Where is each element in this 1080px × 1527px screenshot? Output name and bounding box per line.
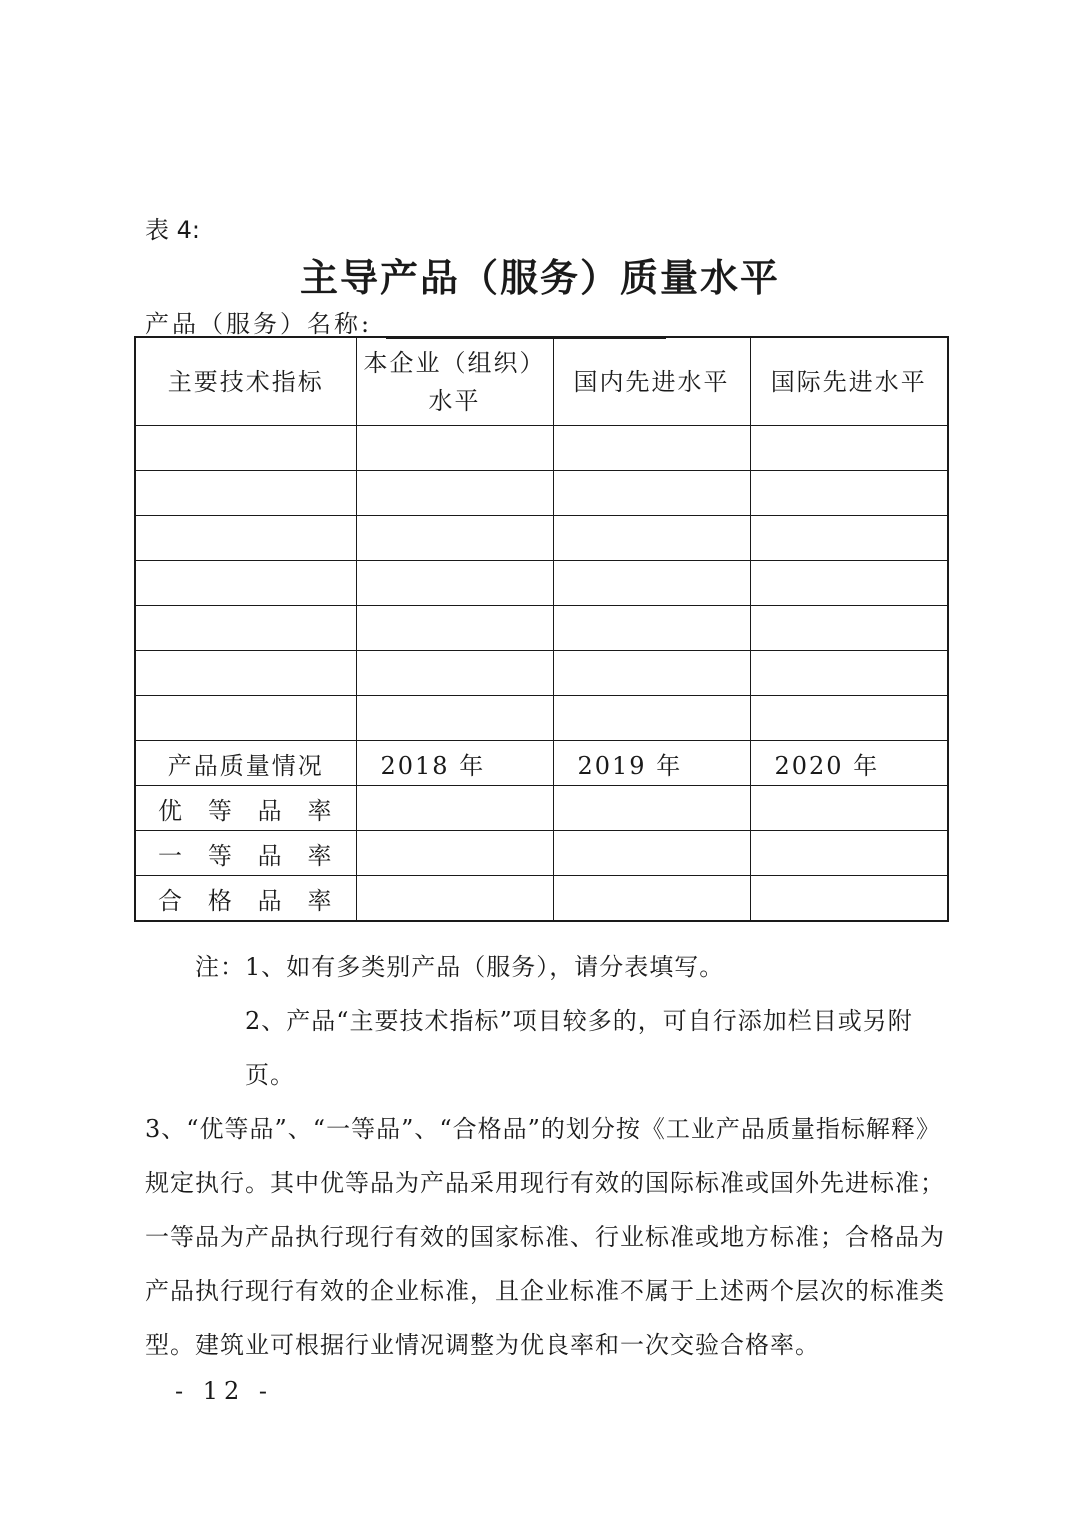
label-char: 合 — [158, 886, 184, 915]
label-char: 等 — [207, 796, 234, 825]
note-line: 规定执行。其中优等品为产品采用现行有效的国际标准或国外先进标准； — [145, 1169, 945, 1197]
qualified-rate-label — [135, 876, 356, 922]
table-cell[interactable] — [135, 696, 356, 741]
table-cell[interactable] — [356, 786, 553, 831]
table-cell[interactable] — [135, 471, 356, 516]
table-cell[interactable] — [750, 561, 948, 606]
quality-table — [134, 336, 949, 922]
rate-row-qualified — [135, 876, 948, 922]
note-line: 型。建筑业可根据行业情况调整为优良率和一次交验合格率。 — [145, 1331, 820, 1359]
rate-row-superior — [135, 786, 948, 831]
year-2018: 2018 年 — [356, 741, 553, 786]
product-name-row — [145, 304, 666, 339]
table-cell[interactable] — [750, 876, 948, 922]
table-cell[interactable] — [135, 426, 356, 471]
table-cell[interactable] — [553, 471, 750, 516]
first-class-rate-label — [135, 831, 356, 876]
table-row — [135, 696, 948, 741]
note-line: 3、“优等品”、“一等品”、“合格品”的划分按《工业产品质量指标解释》 — [145, 1115, 941, 1143]
label-char: 品 — [257, 841, 284, 870]
table-cell[interactable] — [356, 471, 553, 516]
table-cell[interactable] — [356, 876, 553, 922]
table-cell[interactable] — [750, 831, 948, 876]
header-domestic-level: 国内先进水平 — [553, 337, 750, 426]
table-label: 表 4: — [145, 216, 200, 244]
note-line: 一等品为产品执行现行有效的国家标准、行业标准或地方标准；合格品为 — [145, 1223, 945, 1251]
table-cell[interactable] — [553, 606, 750, 651]
table-cell[interactable] — [750, 696, 948, 741]
table-cell[interactable] — [750, 471, 948, 516]
label-char: 率 — [307, 841, 334, 870]
label-char: 率 — [307, 886, 334, 915]
product-name-label: 产品（服务）名称: — [145, 310, 373, 338]
table-cell[interactable] — [553, 651, 750, 696]
table-cell[interactable] — [750, 516, 948, 561]
table-cell[interactable] — [750, 606, 948, 651]
table-cell[interactable] — [135, 651, 356, 696]
table-row — [135, 471, 948, 516]
table-row — [135, 651, 948, 696]
quality-status-label: 产品质量情况 — [135, 741, 356, 786]
page-number: - 12 - — [175, 1377, 274, 1405]
product-name-blank-field[interactable] — [386, 311, 666, 339]
note-line: 2、产品“主要技术指标”项目较多的，可自行添加栏目或另附页。 — [245, 1007, 913, 1089]
table-cell[interactable] — [750, 651, 948, 696]
table-row — [135, 561, 948, 606]
table-cell[interactable] — [356, 651, 553, 696]
year-2019: 2019 年 — [553, 741, 750, 786]
table-cell[interactable] — [750, 786, 948, 831]
table-cell[interactable] — [356, 831, 553, 876]
note-line: 产品执行现行有效的企业标准，且企业标准不属于上述两个层次的标准类 — [145, 1277, 945, 1305]
note-line: 注：1、如有多类别产品（服务），请分表填写。 — [195, 953, 725, 981]
label-char: 优 — [158, 796, 184, 825]
label-char: 品 — [257, 886, 284, 915]
table-cell[interactable] — [356, 561, 553, 606]
table-cell[interactable] — [553, 786, 750, 831]
table-cell[interactable] — [553, 831, 750, 876]
table-cell[interactable] — [553, 876, 750, 922]
table-cell[interactable] — [750, 426, 948, 471]
label-char: 格 — [207, 886, 234, 915]
table-cell[interactable] — [553, 516, 750, 561]
table-cell[interactable] — [135, 516, 356, 561]
label-char: 品 — [257, 796, 284, 825]
table-cell[interactable] — [356, 426, 553, 471]
table-cell[interactable] — [553, 426, 750, 471]
quality-year-row — [135, 741, 948, 786]
table-cell[interactable] — [553, 696, 750, 741]
header-own-level-line1: 本企业（组织） — [363, 348, 546, 377]
rate-row-first-class — [135, 831, 948, 876]
header-main-indicators: 主要技术指标 — [135, 337, 356, 426]
table-cell[interactable] — [356, 606, 553, 651]
notes-section — [145, 940, 955, 1372]
header-own-level — [356, 337, 553, 426]
header-international-level: 国际先进水平 — [750, 337, 948, 426]
label-char: 率 — [307, 796, 334, 825]
table-header-row — [135, 337, 948, 426]
superior-rate-label — [135, 786, 356, 831]
table-cell[interactable] — [553, 561, 750, 606]
table-row — [135, 426, 948, 471]
table-cell[interactable] — [356, 696, 553, 741]
table-cell[interactable] — [356, 516, 553, 561]
table-row — [135, 606, 948, 651]
table-cell[interactable] — [135, 606, 356, 651]
page-title: 主导产品（服务）质量水平 — [299, 255, 780, 300]
year-2020: 2020 年 — [750, 741, 948, 786]
table-row — [135, 516, 948, 561]
label-char: 一 — [158, 841, 184, 870]
table-cell[interactable] — [135, 561, 356, 606]
header-own-level-line2: 水平 — [428, 386, 481, 415]
label-char: 等 — [207, 841, 234, 870]
